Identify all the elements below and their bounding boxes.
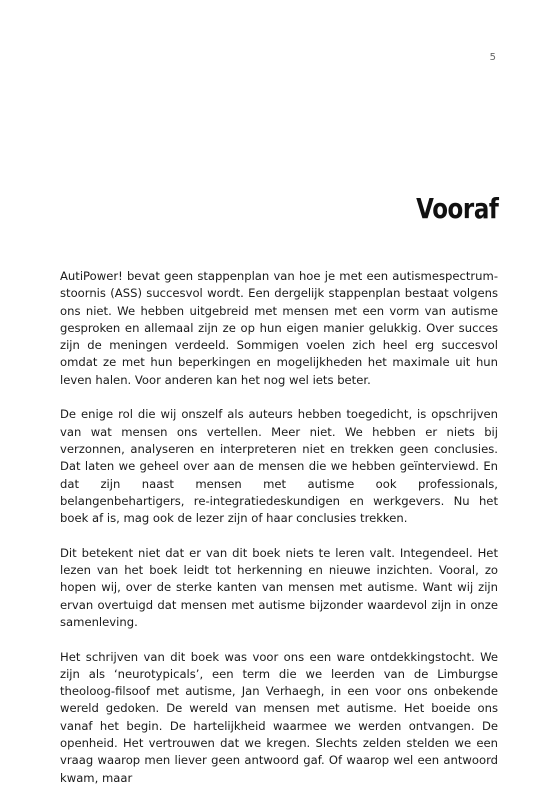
paragraph: De enige rol die wij onszelf als auteurs hebben toegedicht, is opschrijven van wat mensen ons vertellen. Meer niet. We hebben er niets bij verzonnen, analyseren en interpreteren niet en trekken geen conclusies. Dat laten we geheel over aan de mensen die we hebben geïnterviewd. En dat zijn naast mensen met autisme ook professionals, belangenbehartigers, re-integratiedeskundigen en werkgevers. Nu het boek af is, mag ook de lezer zijn of haar conclusies trekken. <box>60 407 498 526</box>
body-text <box>60 268 498 804</box>
paragraph: AutiPower! bevat geen stappenplan van hoe je met een autismespectrum-stoornis (ASS) succesvol wordt. Een dergelijk stappenplan bestaat volgens ons niet. We hebben uitgebreid met mensen met een vorm van autisme gesproken en allemaal zijn ze op hun eigen manier gelukkig. Over succes zijn de meningen verdeeld. Sommigen voelen zich heel erg succesvol omdat ze met hun beperkingen en mogelijkheden het maximale uit hun leven halen. Voor anderen kan het nog wel iets beter. <box>60 269 498 387</box>
page-number: 5 <box>489 52 496 63</box>
chapter-title: Vooraf <box>415 192 498 225</box>
paragraph: Het schrijven van dit boek was voor ons een ware ontdekkingstocht. We zijn als ‘neurotypicals’, een term die we leerden van de Limburgse theoloog-filsoof met autisme, Jan Verhaegh, in een voor ons onbekende wereld gedoken. De wereld van mensen met autisme. Het boeide ons vanaf het begin. De hartelijkheid waarmee we werden ontvangen. De openheid. Het vertrouwen dat we kregen. Slechts zelden stelden we een vraag waarop men liever geen antwoord gaf. Of waarop wel een antwoord kwam, maar <box>60 649 498 785</box>
paragraph: Dit betekent niet dat er van dit boek niets te leren valt. Integendeel. Het lezen van het boek leidt tot herkenning en nieuwe inzichten. Vooral, zo hopen wij, over de sterke kanten van mensen met autisme. Want wij zijn ervan overtuigd dat mensen met autisme bijzonder waardevol zijn in onze samenleving. <box>60 545 498 629</box>
